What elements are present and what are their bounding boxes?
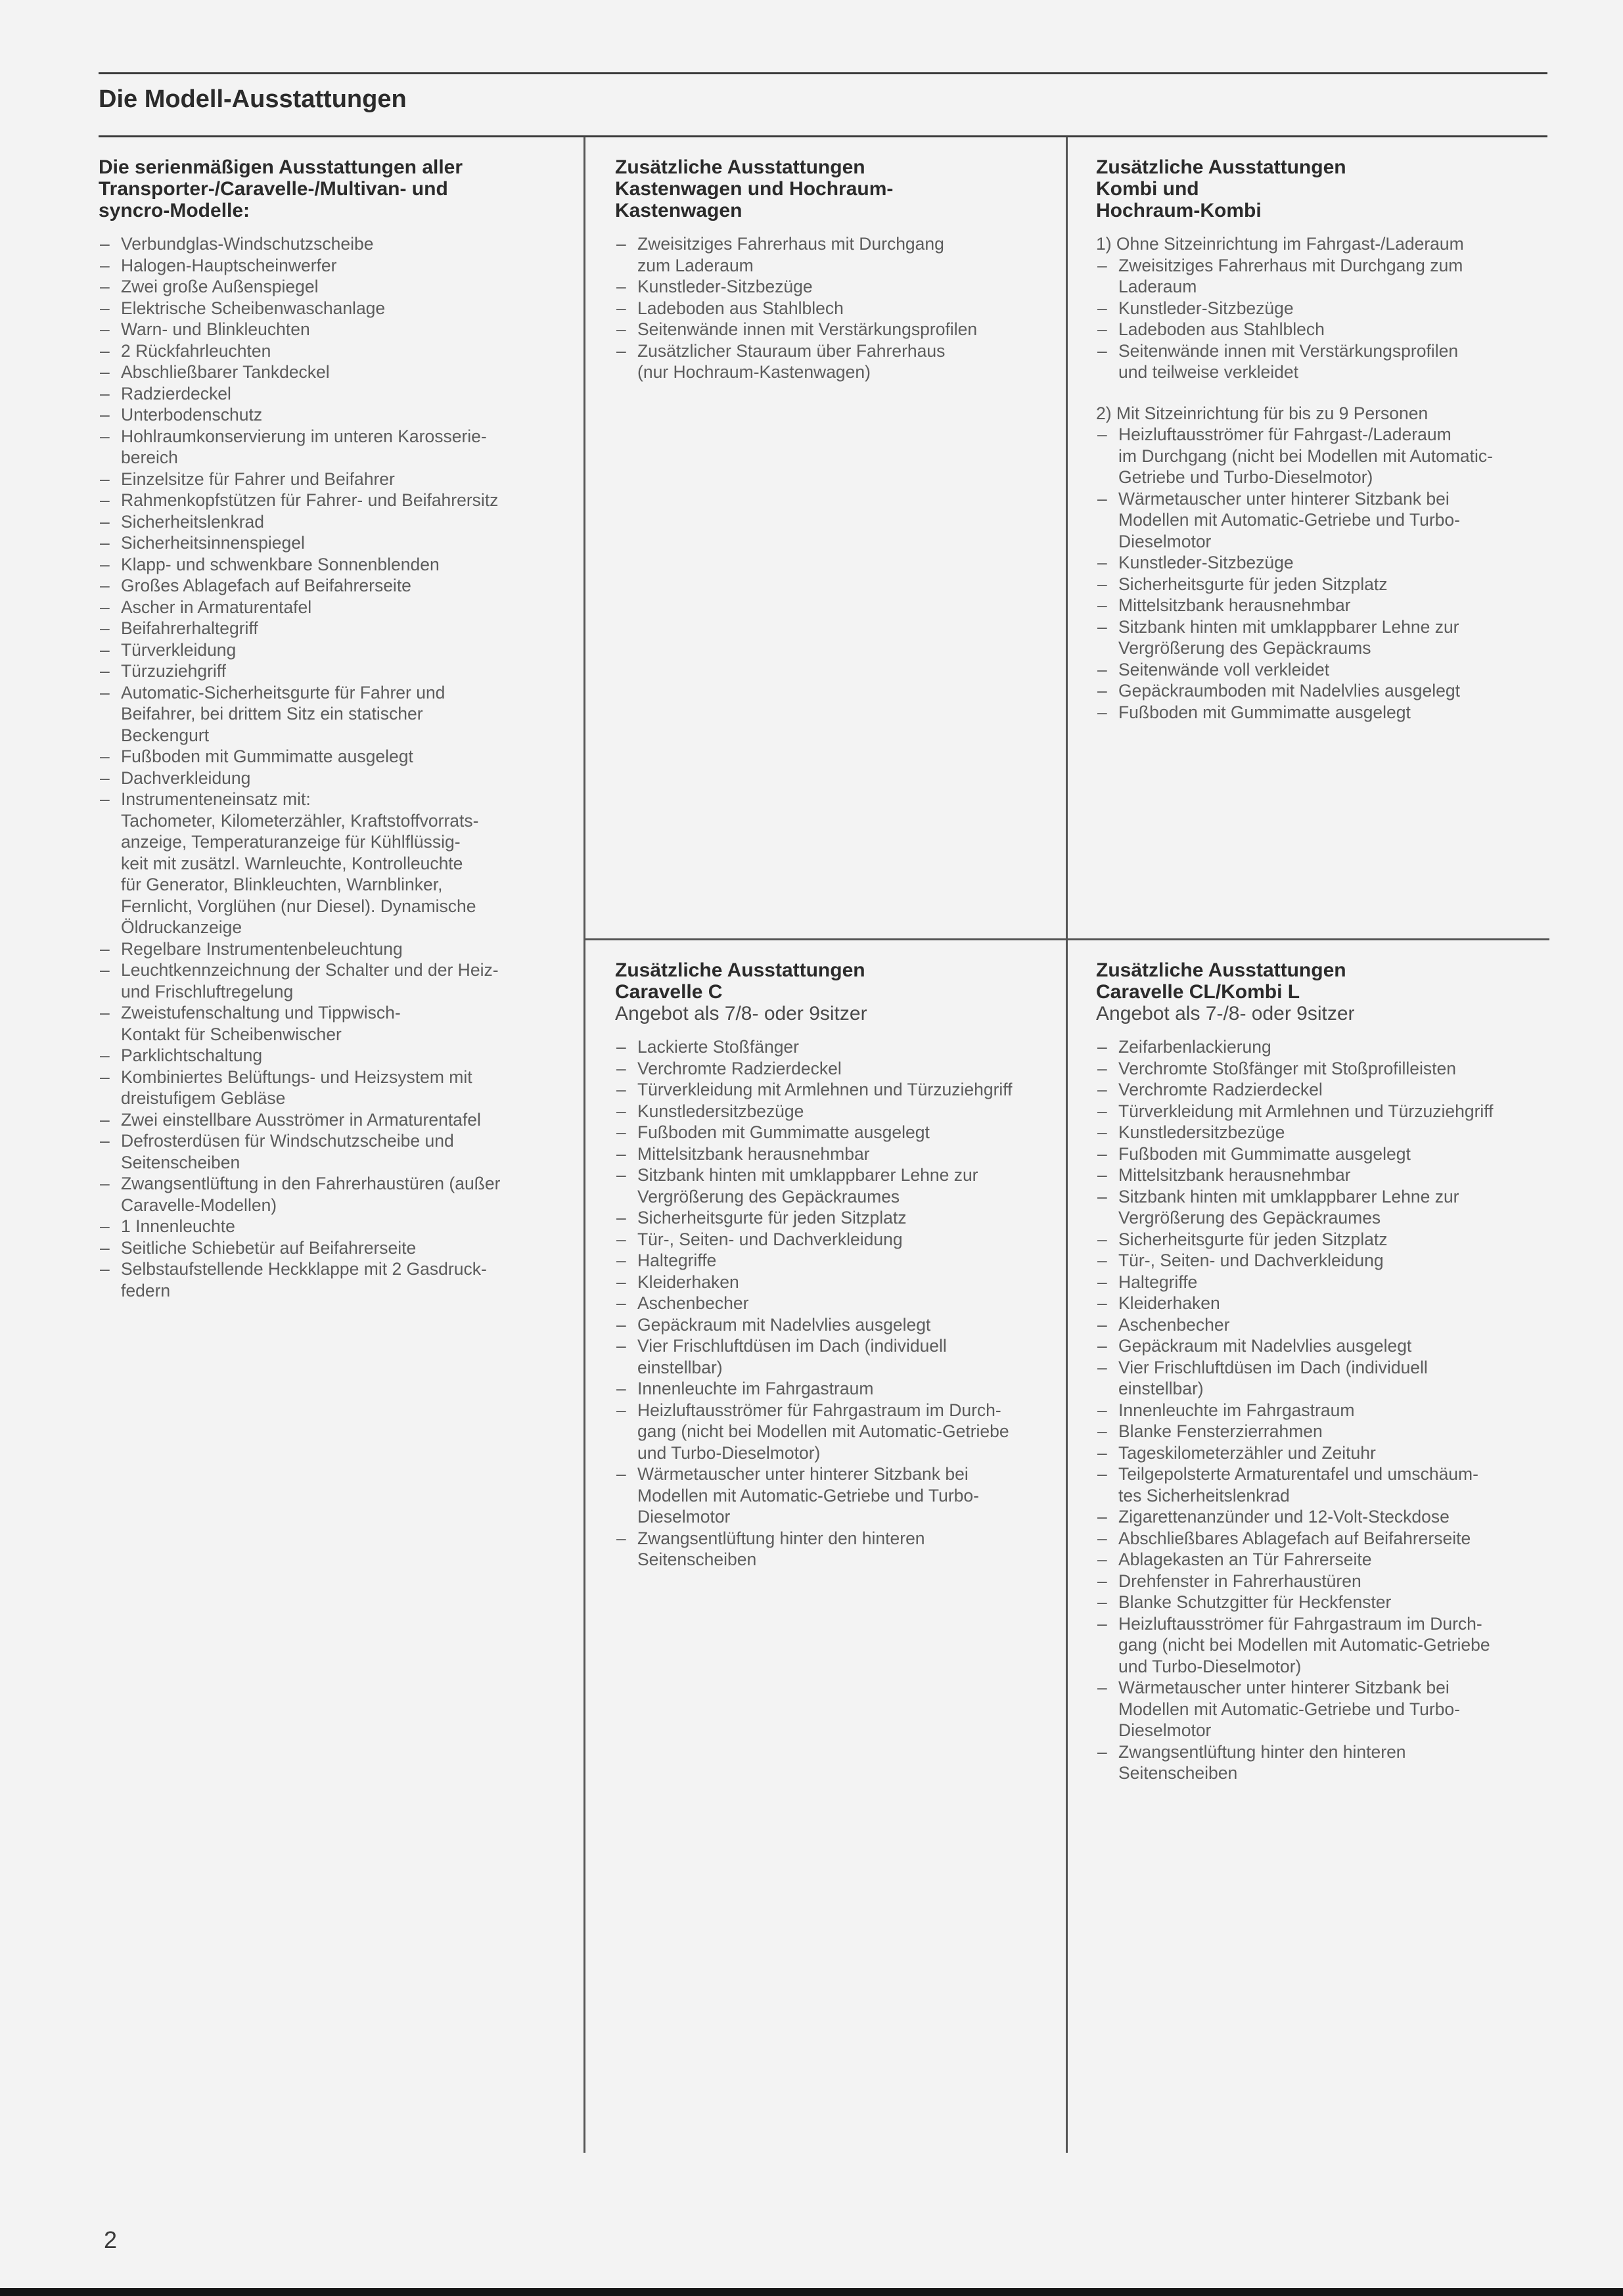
list-item: – Zwangsentlüftung in den Fahrerhaustüren (außer Caravelle-Modellen) bbox=[99, 1173, 572, 1216]
kastenwagen-list bbox=[615, 233, 1049, 383]
list-item: – Wärmetauscher unter hinterer Sitzbank bei Modellen mit Automatic-Getriebe und Turbo- Dieselmotor bbox=[1096, 488, 1543, 553]
list-item: – Zusätzlicher Stauraum über Fahrerhaus (nur Hochraum-Kastenwagen) bbox=[615, 340, 1049, 383]
list-item: – Heizluftausströmer für Fahrgast-/Laderaum im Durchgang (nicht bei Modellen mit Automatic- Getriebe und Turbo-Dieselmotor) bbox=[1096, 424, 1543, 488]
list-item: – Heizluftausströmer für Fahrgastraum im Durch- gang (nicht bei Modellen mit Automatic-Getriebe und Turbo-Dieselmotor) bbox=[615, 1400, 1049, 1464]
list-item: – Wärmetauscher unter hinterer Sitzbank bei Modellen mit Automatic-Getriebe und Turbo- Dieselmotor bbox=[1096, 1677, 1549, 1741]
list-item: – Verchromte Stoßfänger mit Stoßprofilleisten bbox=[1096, 1058, 1549, 1080]
list-item: – Abschließbarer Tankdeckel bbox=[99, 361, 572, 383]
list-item: – Instrumenteneinsatz mit: Tachometer, Kilometerzähler, Kraftstoffvorrats- anzeige, Temperaturanzeige für Kühlflüssig- keit mit zusätzl. Warnleuchte, Kontrolleuchte für Generator, Blinkleuchten, Warnblinker, Fernlicht, Vorglühen (nur Diesel). Dynamische Öldruckanzeige bbox=[99, 789, 572, 938]
list-item: – Fußboden mit Gummimatte ausgelegt bbox=[1096, 1143, 1549, 1165]
kastenwagen-heading: Zusätzliche Ausstattungen Kastenwagen und Hochraum- Kastenwagen bbox=[615, 156, 894, 221]
standard-equipment-section bbox=[99, 156, 572, 1301]
caravelle-cl-list bbox=[1096, 1036, 1549, 1784]
list-item: – Haltegriffe bbox=[1096, 1272, 1549, 1293]
list-item: – Sitzbank hinten mit umklappbarer Lehne zur Vergrößerung des Gepäckraums bbox=[1096, 616, 1543, 659]
list-item: – Parklichtschaltung bbox=[99, 1045, 572, 1067]
list-item: – Fußboden mit Gummimatte ausgelegt bbox=[99, 746, 572, 768]
list-item: – Kunstledersitzbezüge bbox=[615, 1101, 1049, 1122]
list-item: – Blanke Fensterzierrahmen bbox=[1096, 1421, 1549, 1442]
list-item: – Türverkleidung bbox=[99, 639, 572, 661]
list-item: – Sicherheitslenkrad bbox=[99, 511, 572, 533]
list-item: – Tür-, Seiten- und Dachverkleidung bbox=[1096, 1250, 1549, 1272]
list-item: – Selbstaufstellende Heckklappe mit 2 Gasdruck- federn bbox=[99, 1258, 572, 1301]
standard-equipment-list bbox=[99, 233, 572, 1301]
kombi-section bbox=[1096, 156, 1543, 723]
list-item: – Gepäckraum mit Nadelvlies ausgelegt bbox=[1096, 1335, 1549, 1357]
list-item: – Hohlraumkonservierung im unteren Karosserie- bereich bbox=[99, 426, 572, 469]
list-item: – Kombiniertes Belüftungs- und Heizsystem mit dreistufigem Gebläse bbox=[99, 1067, 572, 1109]
list-item: – Ascher in Armaturentafel bbox=[99, 597, 572, 618]
list-item: – Gepäckraum mit Nadelvlies ausgelegt bbox=[615, 1314, 1049, 1336]
page-number: 2 bbox=[104, 2226, 118, 2253]
list-item: – Ladeboden aus Stahlblech bbox=[1096, 319, 1543, 340]
caravelle-cl-subheading: Angebot als 7-/8- oder 9sitzer bbox=[1096, 1003, 1355, 1024]
list-item: – Klapp- und schwenkbare Sonnenblenden bbox=[99, 554, 572, 576]
list-item: – Vier Frischluftdüsen im Dach (individuell einstellbar) bbox=[615, 1335, 1049, 1378]
list-item: – Zwangsentlüftung hinter den hinteren Seitenscheiben bbox=[615, 1528, 1049, 1571]
list-item: – Kunstleder-Sitzbezüge bbox=[1096, 552, 1543, 574]
kombi-note-2: 2) Mit Sitzeinrichtung für bis zu 9 Personen bbox=[1096, 403, 1429, 423]
list-item: – Mittelsitzbank herausnehmbar bbox=[615, 1143, 1049, 1165]
list-item: – Defrosterdüsen für Windschutzscheibe und Seitenscheiben bbox=[99, 1130, 572, 1173]
kombi-list-1 bbox=[1096, 255, 1543, 383]
list-item: – Gepäckraumboden mit Nadelvlies ausgelegt bbox=[1096, 680, 1543, 702]
list-item: – Seitenwände voll verkleidet bbox=[1096, 659, 1543, 681]
list-item: – Großes Ablagefach auf Beifahrerseite bbox=[99, 575, 572, 597]
list-item: – Beifahrerhaltegriff bbox=[99, 618, 572, 639]
list-item: – Innenleuchte im Fahrgastraum bbox=[615, 1378, 1049, 1400]
list-item: – Zweisitziges Fahrerhaus mit Durchgang zum Laderaum bbox=[615, 233, 1049, 276]
list-item: – Kleiderhaken bbox=[615, 1272, 1049, 1293]
list-item: – Sicherheitsgurte für jeden Sitzplatz bbox=[615, 1207, 1049, 1229]
list-item: – 2 Rückfahrleuchten bbox=[99, 340, 572, 362]
list-item: – Heizluftausströmer für Fahrgastraum im Durch- gang (nicht bei Modellen mit Automatic-Getriebe und Turbo-Dieselmotor) bbox=[1096, 1613, 1549, 1678]
list-item: – Sitzbank hinten mit umklappbarer Lehne zur Vergrößerung des Gepäckraumes bbox=[1096, 1186, 1549, 1229]
list-item: – Seitenwände innen mit Verstärkungsprofilen und teilweise verkleidet bbox=[1096, 340, 1543, 383]
list-item: – Abschließbares Ablagefach auf Beifahrerseite bbox=[1096, 1528, 1549, 1550]
list-item: – Fußboden mit Gummimatte ausgelegt bbox=[615, 1122, 1049, 1143]
list-item: – Türzuziehgriff bbox=[99, 660, 572, 682]
list-item: – Verbundglas-Windschutzscheibe bbox=[99, 233, 572, 255]
caravelle-c-list bbox=[615, 1036, 1049, 1571]
list-item: – Lackierte Stoßfänger bbox=[615, 1036, 1049, 1058]
list-item: – Wärmetauscher unter hinterer Sitzbank bei Modellen mit Automatic-Getriebe und Turbo- Dieselmotor bbox=[615, 1463, 1049, 1528]
column-divider-left bbox=[583, 137, 585, 2153]
row-divider bbox=[585, 938, 1549, 940]
list-item: – Sicherheitsgurte für jeden Sitzplatz bbox=[1096, 574, 1543, 595]
list-item: – Zweisitziges Fahrerhaus mit Durchgang zum Laderaum bbox=[1096, 255, 1543, 298]
list-item: – Rahmenkopfstützen für Fahrer- und Beifahrersitz bbox=[99, 490, 572, 511]
list-item: – Aschenbecher bbox=[1096, 1314, 1549, 1336]
list-item: – Kunstleder-Sitzbezüge bbox=[1096, 298, 1543, 319]
caravelle-c-heading: Zusätzliche Ausstattungen Caravelle C bbox=[615, 959, 865, 1003]
list-item: – Mittelsitzbank herausnehmbar bbox=[1096, 1164, 1549, 1186]
list-item: – Teilgepolsterte Armaturentafel und umschäum- tes Sicherheitslenkrad bbox=[1096, 1463, 1549, 1506]
list-item: – Haltegriffe bbox=[615, 1250, 1049, 1272]
list-item: – Leuchtkennzeichnung der Schalter und der Heiz- und Frischluftregelung bbox=[99, 959, 572, 1002]
list-item: – Einzelsitze für Fahrer und Beifahrer bbox=[99, 469, 572, 490]
title-rule bbox=[99, 135, 1547, 137]
list-item: – Automatic-Sicherheitsgurte für Fahrer und Beifahrer, bei drittem Sitz ein statischer Beckengurt bbox=[99, 682, 572, 746]
page-title: Die Modell-Ausstattungen bbox=[99, 85, 407, 113]
list-item: – Vier Frischluftdüsen im Dach (individuell einstellbar) bbox=[1096, 1357, 1549, 1400]
list-item: – Zwangsentlüftung hinter den hinteren Seitenscheiben bbox=[1096, 1741, 1549, 1784]
standard-equipment-heading: Die serienmäßigen Ausstattungen aller Transporter-/Caravelle-/Multivan- und syncro-Modelle: bbox=[99, 156, 463, 221]
list-item: – Türverkleidung mit Armlehnen und Türzuziehgriff bbox=[1096, 1101, 1549, 1122]
list-item: – Zigarettenanzünder und 12-Volt-Steckdose bbox=[1096, 1506, 1549, 1528]
list-item: – Mittelsitzbank herausnehmbar bbox=[1096, 595, 1543, 616]
list-item: – Regelbare Instrumentenbeleuchtung bbox=[99, 938, 572, 960]
list-item: – Drehfenster in Fahrerhaustüren bbox=[1096, 1571, 1549, 1592]
list-item: – Kleiderhaken bbox=[1096, 1293, 1549, 1314]
list-item: – Seitenwände innen mit Verstärkungsprofilen bbox=[615, 319, 1049, 340]
bottom-edge-bar bbox=[0, 2288, 1623, 2296]
list-item: – Tür-, Seiten- und Dachverkleidung bbox=[615, 1229, 1049, 1251]
list-item: – Seitliche Schiebetür auf Beifahrerseite bbox=[99, 1237, 572, 1259]
list-item: – Dachverkleidung bbox=[99, 768, 572, 789]
list-item: – Aschenbecher bbox=[615, 1293, 1049, 1314]
list-item: – Ablagekasten an Tür Fahrerseite bbox=[1096, 1549, 1549, 1571]
caravelle-c-subheading: Angebot als 7/8- oder 9sitzer bbox=[615, 1003, 867, 1024]
list-item: – Zwei große Außenspiegel bbox=[99, 276, 572, 298]
kombi-heading: Zusätzliche Ausstattungen Kombi und Hochraum-Kombi bbox=[1096, 156, 1346, 221]
top-rule bbox=[99, 72, 1547, 74]
list-item: – 1 Innenleuchte bbox=[99, 1216, 572, 1237]
caravelle-c-section bbox=[615, 959, 1049, 1571]
list-item: – Kunstledersitzbezüge bbox=[1096, 1122, 1549, 1143]
list-item: – Fußboden mit Gummimatte ausgelegt bbox=[1096, 702, 1543, 723]
kastenwagen-section bbox=[615, 156, 1049, 383]
list-item: – Verchromte Radzierdeckel bbox=[1096, 1079, 1549, 1101]
list-item: – Sicherheitsgurte für jeden Sitzplatz bbox=[1096, 1229, 1549, 1251]
list-item: – Kunstleder-Sitzbezüge bbox=[615, 276, 1049, 298]
list-item: – Halogen-Hauptscheinwerfer bbox=[99, 255, 572, 277]
column-divider-right bbox=[1066, 137, 1068, 2153]
list-item: – Tageskilometerzähler und Zeituhr bbox=[1096, 1442, 1549, 1464]
list-item: – Innenleuchte im Fahrgastraum bbox=[1096, 1400, 1549, 1421]
list-item: – Türverkleidung mit Armlehnen und Türzuziehgriff bbox=[615, 1079, 1049, 1101]
list-item: – Blanke Schutzgitter für Heckfenster bbox=[1096, 1592, 1549, 1613]
list-item: – Zwei einstellbare Ausströmer in Armaturentafel bbox=[99, 1109, 572, 1131]
list-item: – Zweistufenschaltung und Tippwisch- Kontakt für Scheibenwischer bbox=[99, 1002, 572, 1045]
list-item: – Verchromte Radzierdeckel bbox=[615, 1058, 1049, 1080]
kombi-note-1: 1) Ohne Sitzeinrichtung im Fahrgast-/Laderaum bbox=[1096, 234, 1464, 254]
list-item: – Zeifarbenlackierung bbox=[1096, 1036, 1549, 1058]
list-item: – Sicherheitsinnenspiegel bbox=[99, 532, 572, 554]
list-item: – Warn- und Blinkleuchten bbox=[99, 319, 572, 340]
list-item: – Ladeboden aus Stahlblech bbox=[615, 298, 1049, 319]
list-item: – Unterbodenschutz bbox=[99, 404, 572, 426]
list-item: – Radzierdeckel bbox=[99, 383, 572, 405]
kombi-list-2 bbox=[1096, 424, 1543, 723]
list-item: – Sitzbank hinten mit umklappbarer Lehne zur Vergrößerung des Gepäckraumes bbox=[615, 1164, 1049, 1207]
caravelle-cl-heading: Zusätzliche Ausstattungen Caravelle CL/Kombi L bbox=[1096, 959, 1346, 1003]
list-item: – Elektrische Scheibenwaschanlage bbox=[99, 298, 572, 319]
caravelle-cl-section bbox=[1096, 959, 1549, 1784]
